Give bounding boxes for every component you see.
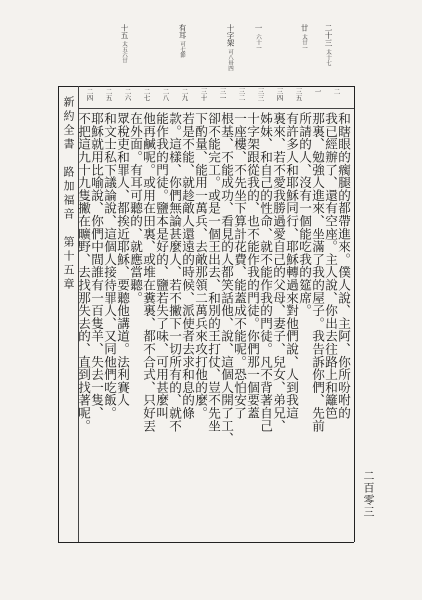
text-column: 不把這九十九隻撇在曠野、去找那失去的、直到找著呢。 — [76, 112, 91, 432]
note-ref: 六十一 — [255, 33, 261, 50]
verse-number: 三一 — [218, 88, 227, 101]
margin-note — [254, 24, 262, 50]
note-ref: 太廿一 — [301, 33, 307, 50]
verse-number: 二八 — [161, 88, 170, 101]
frame-right-rule — [354, 86, 355, 542]
text-column: 卻不能完工。或是一個王出去、和別的王打仗、豈不先坐 — [206, 112, 221, 432]
margin-note — [226, 24, 234, 71]
verse-number: 二七 — [142, 88, 151, 101]
margin-note — [324, 24, 332, 65]
frame-left-rule — [58, 86, 59, 542]
text-column: 裏來、若不愛我勝過愛自己的父母、妻子、兒女、弟兄、 — [271, 112, 286, 432]
text-column: 十字架跟從我的、也不能作我的門徒。你們那一個要蓋 — [245, 112, 260, 420]
margin-notes — [106, 24, 344, 86]
verse-number-strip — [78, 86, 354, 109]
note-ref: 可七節 — [179, 41, 185, 58]
text-column: 一座樓、不先坐下算計花費、能蓋成不能呢。恐怕安了 — [232, 112, 247, 420]
text-column: 根基、不能成功、看見的人都笑話他、說、這個人開了工、 — [219, 112, 234, 445]
note-ref: 可八卅四 — [227, 48, 233, 71]
text-column: 那裏、勉強人進來、坐滿了我的屋子。我告訴你們、先前 — [310, 112, 325, 432]
text-column: 有許多人和耶穌同行、耶穌轉過來對他們說、人到我這 — [284, 112, 299, 420]
note-label: 廿 — [300, 24, 309, 32]
text-column: 能作我的門徒。鹽本是好的、鹽若失了味、可用甚麼叫 — [154, 112, 169, 420]
frame-bottom-rule — [58, 542, 354, 543]
margin-note — [300, 24, 308, 50]
verse-number: 三五 — [294, 88, 303, 101]
margin-note — [120, 24, 128, 63]
note-label: 十五 — [120, 24, 129, 39]
verse-number: 二四 — [85, 88, 94, 101]
note-ref: 太十七 — [325, 48, 331, 65]
verse-number: 二五 — [104, 88, 113, 101]
verse-number: 三三 — [256, 88, 265, 101]
running-head: 新約全書 路加福音 第十五章 — [62, 96, 75, 292]
verse-number: 三十 — [199, 88, 208, 101]
text-column: 和瞎眼的瘸腿的都帶進來。僕人說、主阿、你所吩咐的 — [336, 112, 351, 420]
verse-number: 三二 — [237, 88, 246, 101]
text-column: 所請的人、沒有一個能吃我的筵席。 — [297, 112, 312, 317]
text-column: 耶穌就用比喻說、你們中間誰有一百隻羊、失去一隻、 — [89, 112, 104, 420]
body-text — [76, 112, 352, 538]
verse-number: 一 — [313, 88, 322, 95]
text-column: 眾稅吏和罪人、都挨近耶穌、要聽他講道。法利賽人 — [115, 112, 130, 407]
note-ref: 太五六廿 — [121, 41, 127, 63]
note-label: 二十三 — [324, 24, 333, 47]
text-column: 下酌量、能用一萬兵、去敵那領二萬兵來攻打他的麼。 — [193, 112, 208, 420]
note-label: 有耳 — [178, 24, 187, 39]
verse-number: 二 — [332, 88, 341, 95]
text-column: 和文士私下議論說、這個人接待罪人、又同他們吃飯。 — [102, 112, 117, 420]
verse-number: 二九 — [180, 88, 189, 101]
text-column: 他再鹹呢。或用在田裏、或堆在糞裏、都不合式、只好丟 — [141, 112, 156, 432]
margin-note — [178, 24, 186, 58]
verse-number: 三四 — [275, 88, 284, 101]
text-column: 在外面。有耳可聽的、就應當聽。 — [128, 112, 143, 304]
verse-number: 二六 — [123, 88, 132, 101]
text-column: 款。這樣、你們無論甚麼人、若不撇下一切所有的、就不 — [167, 112, 182, 432]
text-column: 我已經辦了、還有空座。主人說、你出去往路上和籬笆 — [323, 112, 338, 420]
note-label: 十字架 — [226, 24, 235, 47]
text-column: 姊妹、和自己的性命、就不能作我的門徒。凡不背著自己 — [258, 112, 273, 432]
note-label: 一 — [254, 24, 263, 32]
text-column: 若是不能、就趁敵人還遠的時候、派使者去求和息的條 — [180, 112, 195, 420]
page-number: 二百零三 — [362, 470, 375, 518]
